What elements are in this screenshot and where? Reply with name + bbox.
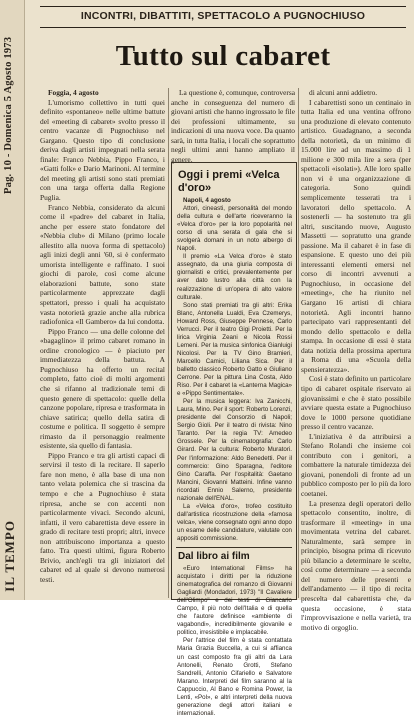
article-dateline: Foggia, 4 agosto [48,88,99,97]
sidebar-paragraph: «Euro International Films» ha acquistato i diritti per la riduzione cinematografica del romanzo di Giovanni Gagliardi (Mondadori, 1973) "Il Cavaliere dell'Olimpo" e dei testi di Giancarlo Campo, il più noto dell'Italia e di quella che l'autore definisce «ambiente di vagabondi», incredibilmente giovanile e politico, irresistibile e implacabile. [177,565,292,637]
article-column-2 [171,88,295,164]
page-margin-strip [0,0,25,600]
article-paragraph: I cabarettisti sono un centinaio in tutta Italia ed una ventina offrono una produzione di elevato contenuto artistico. Guadagnano, a seconda della notorietà, da un minimo di 15.000 lire ad un massimo di 1 milione e 300 mila lire a sera (per spettacoli «isolati»). Alle loro spalle non vi è una organizzazione di categoria. Sono quindi semplicemente tesserati tra i lavoratori dello spettacolo. A sostenerli — ha sostenuto tra gli altri, suscitando nuove, Augusto Massetti — sopratutto una grande passione. Ma il cabaret è in fase di espansione. E questo uno dei più interessanti elementi emersi nel corso di incontri avvenuti a Pugnochiuso, in occasione del «meeting», che ha riunito nel Gargano 16 artisti di chiara notorietà. Agli incontri hanno partecipato vari rappresentanti del mondo dello spettacolo e della stampa. In occasione di essi è stata data notizia della prossima apertura a Roma di una «Scuola della spensieratezza». [301,97,411,374]
article-paragraph: L'umorismo collettivo in tutti quei definito «spontaneo» nelle ultime battute del «meeting di cabaret» svolto presso il centro vacanze di Pugnochiuso nel Gargano. Questo tipo di conclusione deriva dagli artisti impegnati nella serata finale: Franco Nebbia, Pippo Franco, i «Gatti folk» e Dario Marinoni. Al termine del meeting gli artisti sono stati premiati con una targa offerta dalla Regione Puglia. [40,97,165,203]
newspaper-name: IL TEMPO [2,520,17,592]
sidebar-subheading: Dal libro ai film [178,551,250,563]
article-headline: Tutto sul cabaret [115,40,331,72]
sidebar-body [172,195,296,543]
top-rule [40,6,406,7]
kicker-rule [40,27,406,28]
sidebar-title: Oggi i premi «Velca d'oro» [178,169,280,194]
sidebar-dateline: Napoli, 4 agosto [183,197,231,204]
section-kicker: INCONTRI, DIBATTITI, SPETTACOLO A PUGNOCHIUSO [80,10,366,22]
article-paragraph: Pippo Franco — una delle colonne del «bagaglino» il primo cabaret romano in ordine cronologico — è piaciuto per immediatezza della battuta. A Pugnochiuso ha offerto un recital completo, fatto cioè di molti argomenti che si rifanno al tradizionale temi di questo genere di spettacolo: quelle della canzone popolare, ripresa e trasformata in chiave satirica; quello della satira di costume e politica. Il soggetto è sempre rimasto da il personaggio realmente esistente, sia quello di fantasia. [40,326,165,451]
sidebar-paragraph: Il premio «La Velca d'oro» è stato assegnato, da una giuria composta di giornalisti e critici, prevalentemente per aver dato lustro alla città con la realizzazione di un'opera di alto valore culturale. [177,253,292,301]
sidebar-paragraph: La «Velca d'oro», trofeo costituito dall'artistica ricostruzione della «famosa velca», viene consegnato ogni anno dopo un esame delle candidature, valutate con appositi commissione. [177,502,292,542]
sidebar-paragraph: Attori, cineasti, personalità del mondo della cultura e dell'arte riceveranno la «Velca d'oro» per la loro popolarità nel corso di una serata di gala che si svolgerà domani in un noto albergo di Napoli. [177,205,292,253]
sidebar-separator [176,547,292,548]
issue-date-line: Pag. 10 - Domenica 5 Agosto 1973 [3,36,14,194]
article-paragraph: Franco Nebbia, considerato da alcuni come il «padre» del cabaret in Italia, anche per essere stato fondatore del «Nebbia club» di Milano (primo locale allestito alla nuova forma di spettacolo) agli inizi degli anni '60, si è confermato umorista intelligente e raffinato. I suoi giochi di parole, così come alcune elaborazioni battute, sono state particolarmente apprezzate dagli spettatori, presso i quali ha acquistato vasta notorietà grazie anche alla rubrica radiofonica «Il Gambero» da lui condotta. [40,202,165,327]
article-column-3 [301,88,412,632]
column-divider [298,88,299,598]
article-paragraph: Pippo Franco e tra gli artisti capaci di servirsi il testo di la recitare. Il saperlo fare non meno, è alla base di una non tanto velata polemica che si trascina da tempo e che a Pugnochiuso è stata ripresa, anche se con accenti non particolarmente vivaci. Secondo alcuni, infatti, il vero cabarettista deve essere in grado di recitare testi propri; altri, invece non attribuiscono importanza a questo fatto. Tra questi ultimi, figura Roberto Brivio, anch'egli tra gli iniziatori del cabaret ed al quale si devono numerosi testi. [40,450,165,584]
article-column-1 [40,88,165,598]
article-paragraph: Così è stato definito un particolare tipo di cabaret ospitale riservato ai giovanissimi e che è stato possibile avviare questa estate a Pugnochiuso dove le 1000 persone quotidiane presso il centro vacanze. [301,374,412,432]
article-paragraph: La presenza degli operatori dello spettacolo consentito, inoltre, di trasformare il «meeting» in una movimentata vetrina del cabaret. Naturalmente, sarà sempre in principio, bisogna prima di ricevuto più bilancio a determinare le scelte, così come determinare — a seconda del numero delle presenti e dell'andamento — il tipo di recita prescelta dal cabarettista che, da questa occasione, è stata l'improvvisazione e nella varietà, tra motivo di orgoglio. [301,498,411,632]
article-paragraph: di alcuni anni addietro. [309,88,378,97]
sidebar-paragraph: Sono stati premiati tra gli altri: Erika Blanc, Antonella Lualdi, Eva Czemerys, Howard Ross, Giuseppe Pennese, Carlo Verrucci. Per il teatro Gigi Proietti. Per la lirica Virginia Zeani e Nicola Rossi Lemeni. Per la musica sinfonica Gianluigi Nicolosi. Per la TV Gino Bramieri, Marcello Camici, Liliana Sica. Per il balletto classico Roberto Gatto e Giuliano Cerrone. Per la pittura Lina Costa, Aldo Riso. Per il cabaret la «Lanterna Magica» e «Pippo Sentimentale». [177,301,292,398]
sidebar-paragraph: Per la musica leggera: Iva Zanicchi, Laura, Mino. Per il sport: Roberto Lorenzi, presidente del Consorzio di Napoli; Sergio Gioli. Per il teatro di rivista: Nino Taranto. Per la regia TV: Amedeo Grossele. Per la cinematografia: Carlo Girard. Per la cultura: Roberto Muratori. Per l'informazione: Aldo Benedetti. Per il commercio: Gino Sparagna, l'editore Gino Caraffa. Per l'ospitalità: Gaetano Mancini, Giovanni Matteini. Infine vanno ricordati Ennio Salerno, presidente nazionale dell'ENAL. [177,398,292,502]
sidebar-sub-body [172,563,296,718]
article-paragraph: La questione è, comunque, controversa anche in conseguenza del numero di giovani artisti che hanno ingrossato le file dei professioni ultimamente, su indicazioni di una nuova voce. Da quanto sarà, in tutta Italia, i locali che soprattutto negli ultimi anni hanno ampliato il genere. [171,88,295,164]
column-divider [168,88,169,598]
sidebar-box [171,162,297,717]
sidebar-paragraph: Per l'attrice del film è stata contattata Maria Grazia Buccella, a cui si affianca un cast composto fra gli altri da Lara Antonelli, Renato Grotti, Stefano Sandrelli, Antonio Cifariello e Salvatore Marano. Interpreti del film saranno al la Cappuccio, Al Bano e Romina Power, la Lenti, «Pol», e altri interpreti della nuova generazione degli attori italiani e internazionali. [177,637,292,717]
article-paragraph: L'iniziativa è da attribuirsi a Stefano Rolandi che insieme coi contributo con i genitori, a combattere la naturale timidezza dei giovani, ponendoli di fronte ad un pubblico composto per lo più da loro coetanei. [301,431,411,498]
